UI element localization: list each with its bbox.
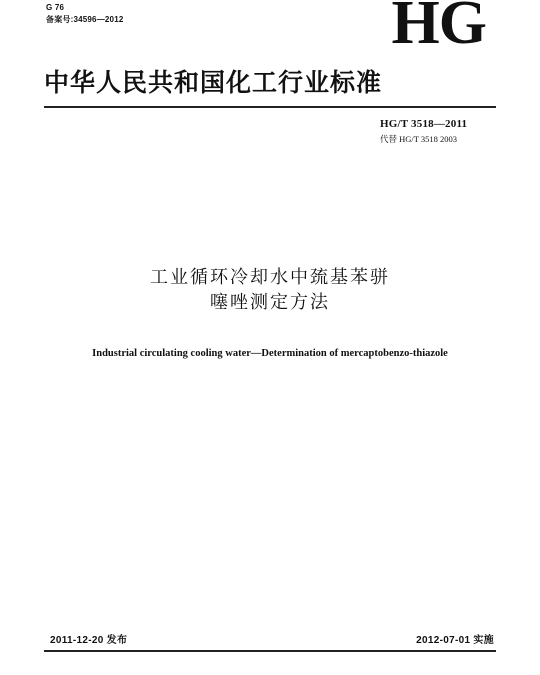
record-number: 备案号:34596—2012 [46, 15, 124, 24]
standard-number: HG/T 3518—2011 [380, 118, 468, 130]
standard-number-block [380, 117, 492, 145]
replaces-standard: 代替 HG/T 3518 2003 [380, 134, 458, 144]
footer-divider [44, 650, 496, 652]
header-divider [44, 106, 496, 108]
hg-logo: HG [391, 0, 486, 57]
top-left-metadata [46, 2, 124, 26]
document-title-zh-line1: 工业循环冷却水中巯基苯骈 [150, 267, 390, 288]
issue-date: 2011-12-20 发布 [50, 635, 128, 646]
classification-code: G 76 [46, 3, 65, 12]
implementation-date: 2012-07-01 实施 [416, 635, 494, 646]
industry-standard-title: 中华人民共和国化工行业标准 [44, 68, 383, 97]
document-title-zh-line2: 噻唑测定方法 [210, 292, 330, 313]
document-title-en: Industrial circulating cooling water—Determination of mercaptobenzo-thiazole [92, 348, 448, 359]
document-title-zh [0, 265, 540, 315]
